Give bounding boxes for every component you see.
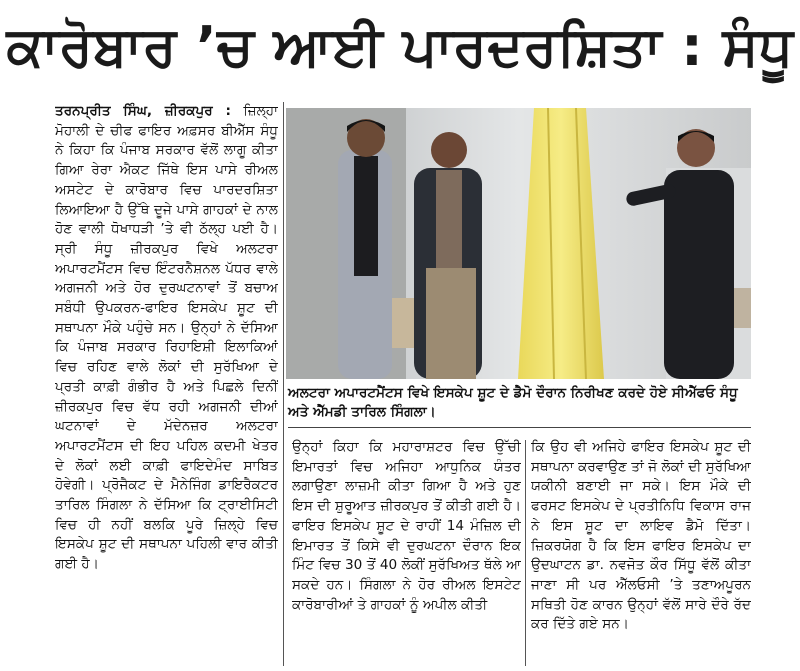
article-column-1: [55, 102, 278, 664]
article-column-2: ਉਨ੍ਹਾਂ ਕਿਹਾ ਕਿ ਮਹਾਰਾਸ਼ਟਰ ਵਿਚ ਉੱਚੀ ਇਮਾਰਤਾਂ ਵਿਚ ਅਜਿਹਾ ਆਧੁਨਿਕ ਯੰਤਰ ਲਗਾਉਣਾ ਲਾਜ਼ਮੀ ਕੀਤਾ ਗਿਆ ਹੈ ਅਤੇ ਹੁਣ ਇਸ ਦੀ ਸ਼ੁਰੂਆਤ ਜ਼ੀਰਕਪੁਰ ਤੋਂ ਕੀਤੀ ਗਈ ਹੈ। ਫਾਇਰ ਇਸਕੇਪ ਸ਼ੂਟ ਦੇ ਰਾਹੀਂ 14 ਮੰਜ਼ਿਲ ਦੀ ਇਮਾਰਤ ਤੋਂ ਕਿਸੇ ਵੀ ਦੁਰਘਟਨਾ ਦੌਰਾਨ ਇਕ ਮਿੰਟ ਵਿਚ 30 ਤੋਂ 40 ਲੋਕੀਂ ਸੁਰੱਖਿਅਤ ਥੱਲੇ ਆ ਸਕਦੇ ਹਨ। ਸਿੰਗਲਾ ਨੇ ਹੋਰ ਰੀਅਲ ਇਸਟੇਟ ਕਾਰੋਬਾਰੀਆਂ ਤੇ ਗਾਹਕਾਂ ਨੂੰ ਅਪੀਲ ਕੀਤੀ: [292, 439, 521, 613]
photo-illustration: [286, 108, 751, 379]
headline: ਕਾਰੋਬਾਰ ’ਚ ਆਈ ਪਾਰਦਰਸ਼ਿਤਾ : ਸੰਧੂ: [6, 15, 794, 78]
column-1-text: ਜ਼ਿਲ੍ਹਾ ਮੋਹਾਲੀ ਦੇ ਚੀਫ ਫਾਇਰ ਅਫ਼ਸਰ ਬੀਐੱਸ ਸੰਧੂ ਨੇ ਕਿਹਾ ਕਿ ਪੰਜਾਬ ਸਰਕਾਰ ਵੱਲੋਂ ਲਾਗੂ ਕੀਤਾ ਗਿਆ ਰੇਰਾ ਐਕਟ ਜਿੱਥੇ ਇਸ ਪਾਸੇ ਰੀਅਲ ਅਸਟੇਟ ਦੇ ਕਾਰੋਬਾਰ ਵਿਚ ਪਾਰਦਰਸ਼ਿਤਾ ਲਿਆਇਆ ਹੈ ਉੱਥੇ ਦੂਜੇ ਪਾਸੇ ਗਾਹਕਾਂ ਦੇ ਨਾਲ ਹੋਣ ਵਾਲੀ ਧੋਖਾਧੜੀ ’ਤੇ ਵੀ ਠੱਲ੍ਹ ਪਈ ਹੈ। ਸ੍ਰੀ ਸੰਧੂ ਜ਼ੀਰਕਪੁਰ ਵਿਖੇ ਅਲਟਰਾ ਅਪਾਰਟਮੈਂਟਸ ਵਿਚ ਇੰਟਰਨੈਸ਼ਨਲ ਪੱਧਰ ਵਾਲੇ ਅਗਜਨੀ ਅਤੇ ਹੋਰ ਦੁਰਘਟਨਾਵਾਂ ਤੋਂ ਬਚਾਅ ਸਬੰਧੀ ਉਪਕਰਨ-ਫਾਇਰ ਇਸਕੇਪ ਸ਼ੂਟ ਦੀ ਸਥਾਪਨਾ ਮੌਕੇ ਪਹੁੰਚੇ ਸਨ। ਉਨ੍ਹਾਂ ਨੇ ਦੱਸਿਆ ਕਿ ਪੰਜਾਬ ਸਰਕਾਰ ਰਿਹਾਇਸ਼ੀ ਇਲਾਕਿਆਂ ਵਿਚ ਰਹਿਣ ਵਾਲੇ ਲੋਕਾਂ ਦੀ ਸੁਰੱਖਿਆ ਦੇ ਪ੍ਰਤੀ ਕਾਫ਼ੀ ਗੰਭੀਰ ਹੈ ਅਤੇ ਪਿਛਲੇ ਦਿਨੀਂ ਜ਼ੀਰਕਪੁਰ ਵਿਚ ਵੱਧ ਰਹੀ ਅਗਜਨੀ ਦੀਆਂ ਘਟਨਾਵਾਂ ਦੇ ਮੱਦੇਨਜ਼ਰ ਅਲਟਰਾ ਅਪਾਰਟਮੈਂਟਸ ਦੀ ਇਹ ਪਹਿਲ ਕਦਮੀ ਖੇਤਰ ਦੇ ਲੋਕਾਂ ਲਈ ਕਾਫ਼ੀ ਫਾਇਦੇਮੰਦ ਸਾਬਿਤ ਹੋਵੇਗੀ। ਪ੍ਰੋਜੈਕਟ ਦੇ ਮੈਨੇਜਿੰਗ ਡਾਇਰੈਕਟਰ ਤਾਰਿਲ ਸਿੰਗਲਾ ਨੇ ਦੱਸਿਆ ਕਿ ਟ੍ਰਾਈਸਿਟੀ ਵਿਚ ਹੀ ਨਹੀਂ ਬਲਕਿ ਪੂਰੇ ਜ਼ਿਲ੍ਹੇ ਵਿਚ ਇਸਕੇਪ ਸ਼ੂਟ ਦੀ ਸਥਾਪਨਾ ਪਹਿਲੀ ਵਾਰ ਕੀਤੀ ਗਈ ਹੈ।: [55, 103, 278, 573]
caption-rule: [288, 427, 751, 428]
photo-caption: ਅਲਟਰਾ ਅਪਾਰਟਮੈਂਟਸ ਵਿਖੇ ਇਸਕੇਪ ਸ਼ੂਟ ਦੇ ਡੈਮੋ ਦੌਰਾਨ ਨਿਰੀਖਣ ਕਰਦੇ ਹੋਏ ਸੀਐੱਫਓ ਸੰਧੂ ਅਤੇ ਐੱਮਡੀ ਤਾਰਿਲ ਸਿੰਗਲਾ।: [288, 385, 738, 420]
column-divider: [283, 102, 284, 666]
column-divider: [525, 440, 526, 666]
byline: ਤਰਨਪ੍ਰੀਤ ਸਿੰਘ, ਜ਼ੀਰਕਪੁਰ :: [55, 103, 231, 119]
article-column-3: ਕਿ ਉਹ ਵੀ ਅਜਿਹੇ ਫਾਇਰ ਇਸਕੇਪ ਸ਼ੂਟ ਦੀ ਸਥਾਪਨਾ ਕਰਵਾਉਣ ਤਾਂ ਜੋ ਲੋਕਾਂ ਦੀ ਸੁਰੱਖਿਆ ਯਕੀਨੀ ਬਣਾਈ ਜਾ ਸਕੇ। ਇਸ ਮੌਕੇ ਦੀ ਫਰਸਟ ਇਸਕੇਪ ਦੇ ਪ੍ਰਤੀਨਿਧਿ ਵਿਕਾਸ ਰਾਜ ਨੇ ਇਸ ਸ਼ੂਟ ਦਾ ਲਾਇਵ ਡੈਮੋ ਦਿੱਤਾ। ਜ਼ਿਕਰਯੋਗ ਹੈ ਕਿ ਇਸ ਫਾਇਰ ਇਸਕੇਪ ਦਾ ਉਦਘਾਟਨ ਡਾ. ਨਵਜੋਤ ਕੌਰ ਸਿੱਧੂ ਵੱਲੋਂ ਕੀਤਾ ਜਾਣਾ ਸੀ ਪਰ ਐੱਲਓਸੀ ’ਤੇ ਤਣਾਅਪੂਰਨ ਸਥਿਤੀ ਹੋਣ ਕਾਰਨ ਉਨ੍ਹਾਂ ਵੱਲੋਂ ਸਾਰੇ ਦੌਰੇ ਰੱਦ ਕਰ ਦਿੱਤੇ ਗਏ ਸਨ।: [531, 439, 751, 633]
news-photo: [286, 108, 751, 379]
